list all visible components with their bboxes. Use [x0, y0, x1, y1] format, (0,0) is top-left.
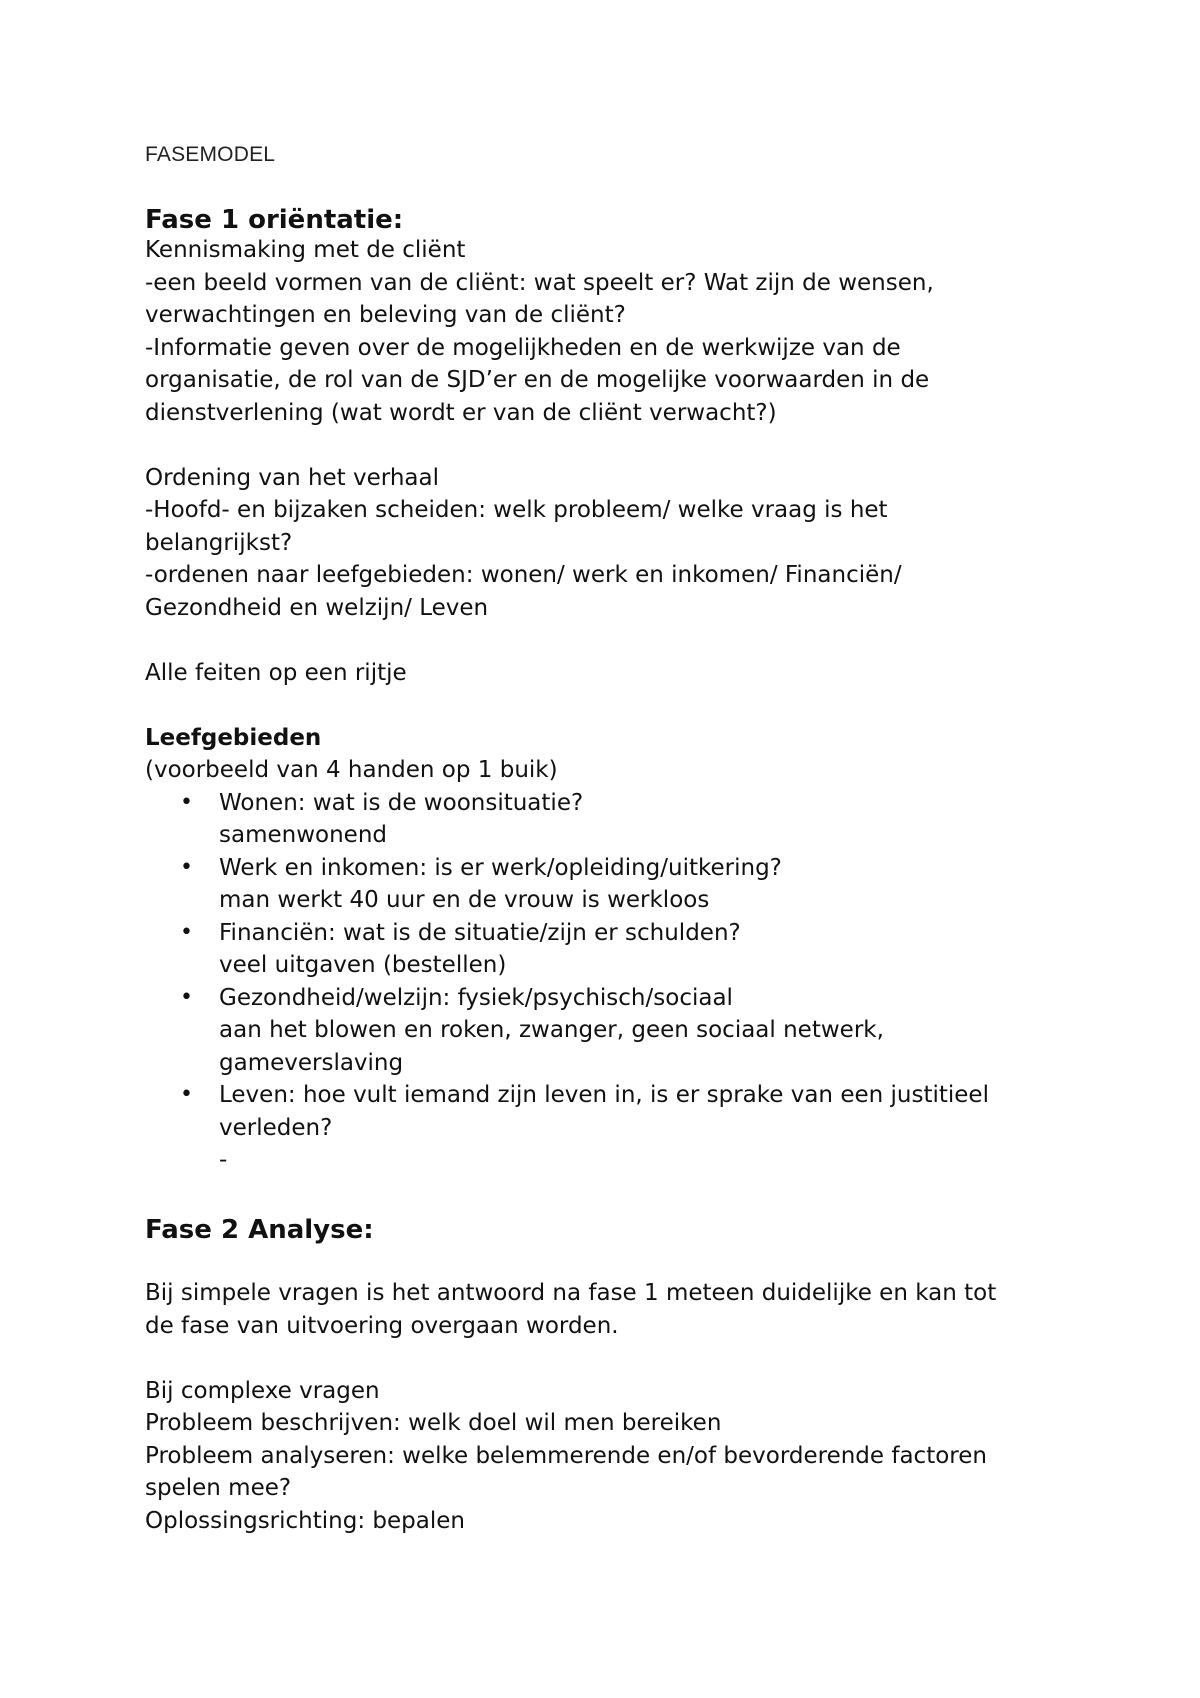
text-line: Bij simpele vragen is het antwoord na fase 1 meteen duidelijke en kan tot	[145, 1280, 997, 1306]
bullet-detail: -	[219, 1147, 228, 1173]
list-item	[145, 787, 1105, 852]
text-line: spelen mee?	[145, 1475, 292, 1501]
bullet-icon: •	[180, 919, 193, 945]
text-line: Probleem analyseren: welke belemmerende en/of bevorderende factoren	[145, 1442, 987, 1469]
list-item	[145, 917, 1105, 982]
bullet-icon: •	[180, 1082, 193, 1107]
bullet-detail: aan het blowen en roken, zwanger, geen sociaal netwerk,	[219, 1017, 884, 1043]
text-line: Bij complexe vragen	[145, 1377, 380, 1404]
fase1-section	[145, 202, 1105, 1177]
text-line: Kennismaking met de cliënt	[145, 237, 466, 263]
bullet-icon: •	[180, 789, 193, 815]
bullet-detail: man werkt 40 uur en de vrouw is werkloos	[219, 887, 710, 913]
fase2-heading: Fase 2 Analyse:	[145, 1215, 374, 1245]
text-line: dienstverlening (wat wordt er van de cliënt verwacht?)	[145, 399, 777, 426]
bullet-title: Werk en inkomen: is er werk/opleiding/uitkering?	[219, 854, 782, 881]
document-title: FASEMODEL	[145, 143, 276, 166]
bullet-title: Wonen: wat is de woonsituatie?	[219, 789, 584, 816]
text-line: Ordening van het verhaal	[145, 464, 439, 491]
list-item	[145, 852, 1105, 917]
text-line: de fase van uitvoering overgaan worden.	[145, 1312, 619, 1339]
leefgebieden-list	[145, 787, 1105, 1177]
bullet-icon: •	[180, 984, 193, 1010]
text-line: -Hoofd- en bijzaken scheiden: welk probleem/ welke vraag is het	[145, 497, 888, 523]
text-line: -een beeld vormen van de cliënt: wat speelt er? Wat zijn de wensen,	[145, 269, 934, 296]
text-line: belangrijkst?	[145, 529, 293, 556]
bullet-detail: verleden?	[219, 1114, 333, 1141]
text-line: Alle feiten op een rijtje	[145, 659, 407, 686]
bullet-title: Leven: hoe vult iemand zijn leven in, is er sprake van een justitieel	[219, 1082, 989, 1108]
text-line: Gezondheid en welzijn/ Leven	[145, 594, 489, 621]
bullet-detail: samenwonend	[219, 822, 387, 848]
bullet-detail: veel uitgaven (bestellen)	[219, 952, 507, 978]
bullet-title: Gezondheid/welzijn: fysiek/psychisch/sociaal	[219, 984, 733, 1011]
list-item	[145, 982, 1105, 1080]
text-line: Oplossingsrichting: bepalen	[145, 1507, 465, 1534]
leefgebieden-intro: (voorbeeld van 4 handen op 1 buik)	[145, 757, 558, 783]
text-line: verwachtingen en beleving van de cliënt?	[145, 302, 626, 328]
bullet-icon: •	[180, 854, 193, 880]
text-line: Probleem beschrijven: welk doel wil men bereiken	[145, 1410, 722, 1436]
bullet-detail: gameverslaving	[219, 1049, 404, 1076]
fase1-heading: Fase 1 oriëntatie:	[145, 205, 404, 235]
bullet-title: Financiën: wat is de situatie/zijn er schulden?	[219, 919, 741, 946]
leefgebieden-heading: Leefgebieden	[145, 724, 322, 751]
fase2-section	[145, 1212, 1105, 1537]
list-item	[145, 1079, 1105, 1177]
text-line: -ordenen naar leefgebieden: wonen/ werk en inkomen/ Financiën/	[145, 562, 902, 588]
text-line: organisatie, de rol van de SJD’er en de mogelijke voorwaarden in de	[145, 367, 930, 393]
text-line: -Informatie geven over de mogelijkheden en de werkwijze van de	[145, 334, 901, 361]
